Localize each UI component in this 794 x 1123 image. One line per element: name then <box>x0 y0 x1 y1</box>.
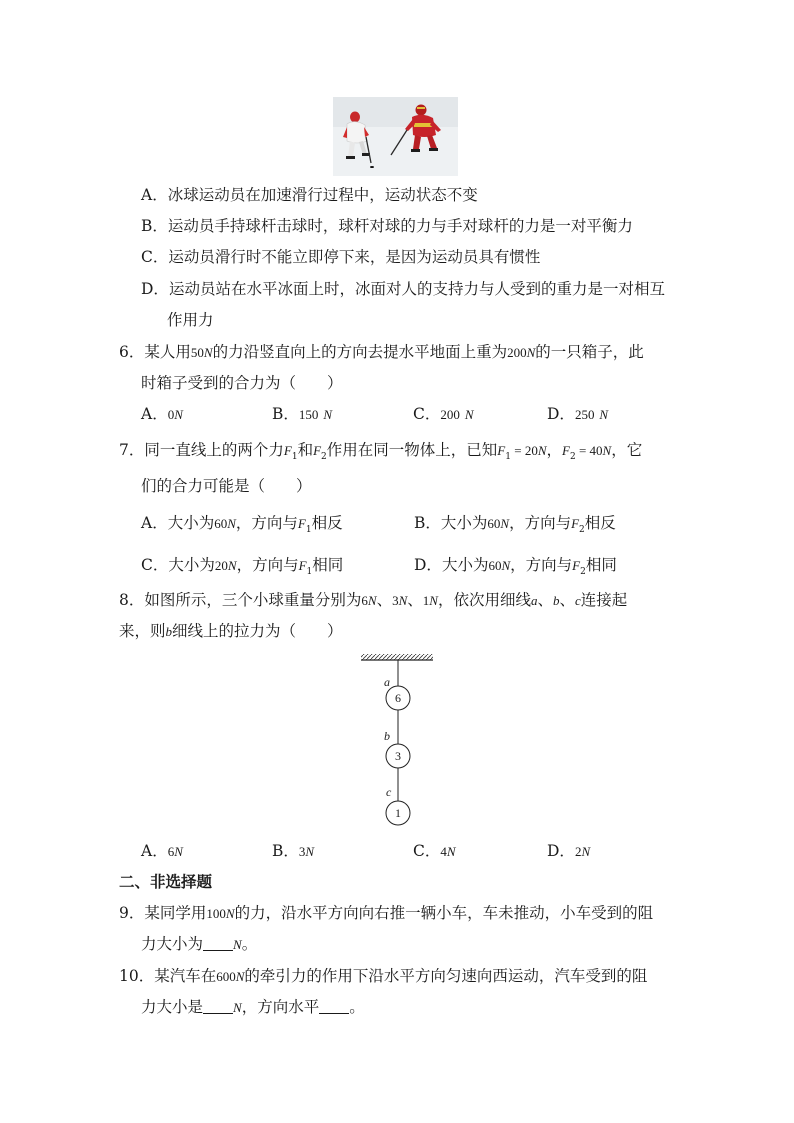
q8-text: 、 <box>537 591 553 609</box>
q6-option-d <box>547 404 608 425</box>
unit-n: N <box>305 844 315 859</box>
answer-blank[interactable] <box>319 999 349 1014</box>
unit-n: N <box>599 407 609 422</box>
q6-option-value: 200 <box>440 407 460 422</box>
unit-n: N <box>203 345 213 360</box>
force-symbol: F <box>298 558 307 573</box>
q7-option-text: 相同 <box>312 556 344 574</box>
q9-text: 的力，沿水平方向向右推一辆小车，车未推动，小车受到的阻 <box>234 904 654 922</box>
q7-option-value: 60 <box>487 516 501 531</box>
q7-option-a <box>141 513 343 540</box>
line-label: a <box>530 593 538 608</box>
q7-option-value: 20 <box>214 558 228 573</box>
q7-option-text: 相同 <box>585 556 617 574</box>
q10-text: 力大小是 <box>141 998 204 1016</box>
q9-question-line2 <box>141 934 257 955</box>
q5-option-text: 冰球运动员在加速滑行过程中，运动状态不变 <box>167 186 478 204</box>
label-a: a <box>384 675 390 689</box>
q7-text: ， <box>546 441 563 459</box>
q7-option-text: 大小为 <box>167 514 215 532</box>
q10-text: 某汽车在 <box>154 967 217 985</box>
question-number: 9． <box>119 904 145 922</box>
line-label: b <box>552 593 560 608</box>
q10-text: ，方向水平 <box>241 998 320 1016</box>
q6-question <box>119 342 644 363</box>
q6-option-c <box>413 404 473 425</box>
line-label: b <box>165 624 173 639</box>
q9-text: 力大小为 <box>141 935 204 953</box>
question-number: 6． <box>119 343 145 361</box>
section-heading: 二、非选择题 <box>119 872 213 891</box>
unit-n: N <box>398 593 408 608</box>
q7-option-text: ，方向与 <box>509 514 572 532</box>
q7-text: 和 <box>297 441 314 459</box>
q8-option-b <box>272 841 314 862</box>
q7-question-line2: 们的合力可能是（ ） <box>141 477 312 495</box>
unit-n: N <box>464 407 474 422</box>
q9-text: 某同学用 <box>144 904 207 922</box>
q8-text: 、 <box>559 591 575 609</box>
unit-n: N <box>235 969 245 984</box>
subscript: 1 <box>305 525 312 536</box>
subscript: 1 <box>306 567 313 578</box>
unit-n: N <box>174 844 183 859</box>
q10-question-line2 <box>141 997 365 1018</box>
q8-option-c <box>413 841 456 862</box>
q6-weight-value: 200 <box>507 345 527 360</box>
q9-question <box>119 903 653 924</box>
q7-equation: = 20 <box>510 443 538 458</box>
q7-option-b <box>414 513 616 540</box>
q7-text: ，它 <box>611 441 643 459</box>
q7-option-text: 相反 <box>584 514 616 532</box>
unit-n: N <box>227 516 236 531</box>
q8-weight: 3 <box>392 593 399 608</box>
q6-option-letter: A． <box>141 405 168 423</box>
q8-text: 连接起 <box>580 591 628 609</box>
q8-option-value: 4 <box>440 844 447 859</box>
label-b: b <box>384 729 390 743</box>
answer-blank[interactable] <box>203 936 233 951</box>
unit-n: N <box>174 407 183 422</box>
q5-option-d-continued: 作用力 <box>167 311 214 329</box>
q8-option-a <box>141 841 183 862</box>
q8-text: ，依次用细线 <box>437 591 531 609</box>
q8-text: 细线上的拉力为（ ） <box>172 622 343 640</box>
force-symbol: F <box>497 443 506 458</box>
q6-text: 的力沿竖直向上的方向去提水平地面上重为 <box>212 343 508 361</box>
q7-text: 同一直线上的两个力 <box>144 441 284 459</box>
q7-option-letter: C． <box>141 556 169 574</box>
q8-question-line2 <box>119 621 343 642</box>
q7-option-text: ，方向与 <box>236 556 299 574</box>
q9-text: 。 <box>241 935 258 953</box>
unit-n: N <box>233 937 242 952</box>
q7-question <box>119 440 642 467</box>
ball-label-1: 1 <box>395 806 401 820</box>
q5-option-text: 运动员手持球杆击球时，球杆对球的力与手对球杆的力是一对平衡力 <box>167 217 633 235</box>
q5-option-c <box>141 247 540 267</box>
q5-option-b <box>141 216 633 236</box>
subscript: 1 <box>505 452 511 463</box>
subscript: 2 <box>321 452 327 463</box>
unit-n: N <box>581 844 591 859</box>
unit-n: N <box>446 844 456 859</box>
q7-option-d <box>414 555 617 582</box>
force-symbol: F <box>572 558 581 573</box>
q7-option-value: 60 <box>214 516 228 531</box>
q6-question-line2: 时箱子受到的合力为（ ） <box>141 374 343 392</box>
question-number: 7． <box>119 441 145 459</box>
unit-n: N <box>227 558 237 573</box>
q8-option-d <box>547 841 590 862</box>
q7-option-value: 60 <box>488 558 502 573</box>
q10-text: 的牵引力的作用下沿水平方向匀速向西运动，汽车受到的阻 <box>244 967 648 985</box>
subscript: 2 <box>569 452 576 463</box>
q6-option-a <box>141 404 183 425</box>
q10-question <box>119 966 647 987</box>
label-c: c <box>386 785 392 799</box>
q8-weight: 1 <box>422 593 430 608</box>
unit-n: N <box>537 443 547 458</box>
subscript: 1 <box>291 452 298 463</box>
ball-label-3: 3 <box>395 749 401 763</box>
subscript: 2 <box>580 567 586 578</box>
force-symbol: F <box>562 443 570 458</box>
q6-option-value: 0 <box>167 407 175 422</box>
q9-value: 100 <box>206 906 226 921</box>
subscript: 2 <box>579 525 585 536</box>
q8-option-value: 3 <box>298 844 306 859</box>
unit-n: N <box>526 345 536 360</box>
q7-option-text: 大小为 <box>441 556 489 574</box>
q7-option-letter: A． <box>141 514 168 532</box>
q8-text: 来，则 <box>119 622 166 640</box>
q8-option-letter: D． <box>547 842 575 860</box>
ice-hockey-photo <box>333 97 458 176</box>
q5-option-letter: D． <box>141 280 169 298</box>
force-symbol: F <box>313 443 322 458</box>
line-label: c <box>574 593 581 608</box>
question-number: 8． <box>119 591 145 609</box>
q5-option-d <box>141 279 665 299</box>
answer-blank[interactable] <box>203 999 233 1014</box>
q6-option-value: 150 <box>298 407 319 422</box>
q5-option-letter: B． <box>141 217 168 235</box>
unit-n: N <box>501 558 511 573</box>
q6-option-letter: C． <box>413 405 441 423</box>
ball-label-6: 6 <box>395 691 401 705</box>
q6-option-letter: D． <box>547 405 575 423</box>
q5-option-text: 运动员站在水平冰面上时，冰面对人的支持力与人受到的重力是一对相互 <box>168 280 665 298</box>
q8-text: 如图所示，三个小球重量分别为 <box>144 591 362 609</box>
unit-n: N <box>429 593 438 608</box>
q8-option-value: 6 <box>167 844 175 859</box>
q7-option-letter: D． <box>414 556 442 574</box>
unit-n: N <box>323 407 332 422</box>
q6-option-value: 250 <box>574 407 595 422</box>
q8-text: 、 <box>376 591 393 609</box>
q5-option-text: 运动员滑行时不能立即停下来，是因为运动员具有惯性 <box>168 248 541 266</box>
q7-option-text: ，方向与 <box>235 514 298 532</box>
force-symbol: F <box>297 516 306 531</box>
q8-option-letter: A． <box>141 842 168 860</box>
q10-value: 600 <box>216 969 236 984</box>
q8-text: 、 <box>407 591 423 609</box>
unit-n: N <box>500 516 510 531</box>
q7-option-text: 大小为 <box>440 514 488 532</box>
q8-option-letter: C． <box>413 842 441 860</box>
q6-text: 某人用 <box>144 343 191 361</box>
q7-equation: = 40 <box>575 443 603 458</box>
question-number: 10． <box>119 967 155 985</box>
q7-option-text: ，方向与 <box>510 556 573 574</box>
unit-n: N <box>367 593 377 608</box>
q8-option-letter: B． <box>272 842 299 860</box>
force-symbol: F <box>571 516 580 531</box>
q7-text: 作用在同一物体上，已知 <box>326 441 498 459</box>
unit-n: N <box>602 443 612 458</box>
q7-option-c <box>141 555 343 582</box>
q7-option-text: 相反 <box>311 514 343 532</box>
q7-option-text: 大小为 <box>168 556 215 574</box>
unit-n: N <box>225 906 235 921</box>
q8-weight: 6 <box>361 593 368 608</box>
q7-option-letter: B． <box>414 514 441 532</box>
ceiling-hatch <box>361 654 433 660</box>
unit-n: N <box>233 1000 242 1015</box>
q6-text: 的一只箱子，此 <box>535 343 644 361</box>
q6-option-b <box>272 404 332 425</box>
q6-force-value: 50 <box>190 345 204 360</box>
force-symbol: F <box>283 443 292 458</box>
q6-option-letter: B． <box>272 405 299 423</box>
hanging-balls-diagram <box>355 651 440 831</box>
q10-text: 。 <box>349 998 365 1016</box>
q8-question <box>119 590 627 611</box>
q8-option-value: 2 <box>574 844 582 859</box>
q5-option-letter: A． <box>141 186 168 204</box>
q5-option-a <box>141 185 478 205</box>
q5-option-letter: C． <box>141 248 169 266</box>
